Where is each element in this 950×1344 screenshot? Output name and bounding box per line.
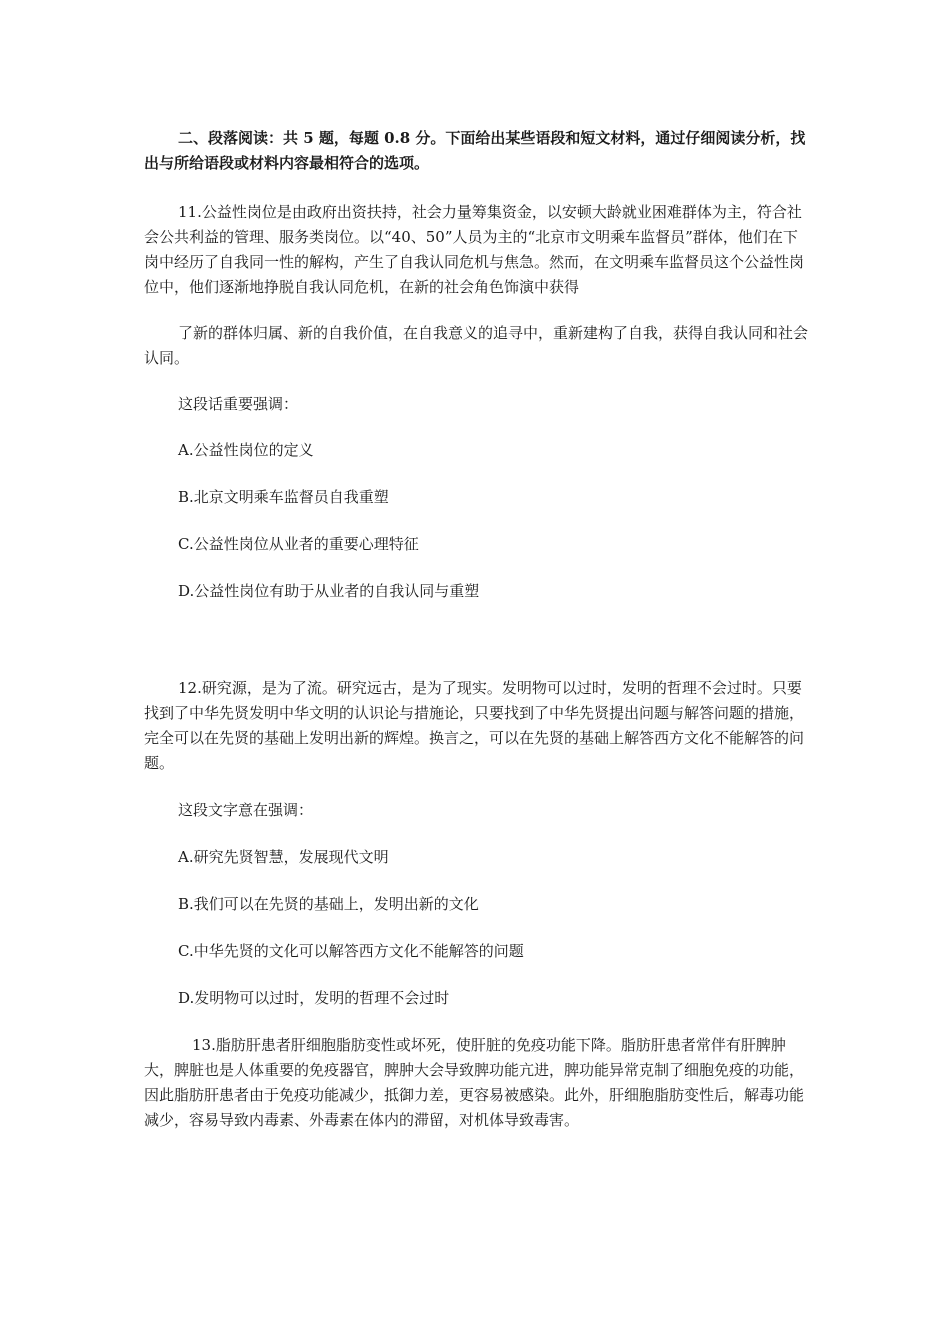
question-12-option-d: D.发明物可以过时，发明的哲理不会过时 <box>178 989 450 1007</box>
question-12-stem: 12.研究源，是为了流。研究远古，是为了现实。发明物可以过时，发明的哲理不会过时。只要找到了中华先贤发明中华文明的认识论与措施论，只要找到了中华先贤提出问题与解答问题的措施，完全可以在先贤的基础上发明出新的辉煌。换言之，可以在先贤的基础上解答西方文化不能解答的问题。 <box>144 679 805 772</box>
question-13 <box>144 1033 812 1133</box>
question-12-prompt: 这段文字意在强调： <box>178 801 314 819</box>
question-11-stem-part2: 了新的群体归属、新的自我价值，在自我意义的追寻中，重新建构了自我，获得自我认同和社会认同。 <box>144 324 809 367</box>
document-page <box>144 126 812 1133</box>
question-11-stem-part1: 11.公益性岗位是由政府出资扶持，社会力量筹集资金，以安顿大龄就业困难群体为主，符合社会公共利益的管理、服务类岗位。以“40、50”人员为主的“北京市文明乘车监督员”群体，他们在下岗中经历了自我同一性的解构，产生了自我认同危机与焦急。然而，在文明乘车监督员这个公益性岗位中，他们逐渐地挣脱自我认同危机，在新的社会角色饰演中获得 <box>144 203 805 296</box>
question-12-option-c: C.中华先贤的文化可以解答西方文化不能解答的问题 <box>178 942 524 960</box>
question-13-stem: 13.脂肪肝患者肝细胞脂肪变性或坏死，使肝脏的免疫功能下降。脂肪肝患者常伴有肝脾肿大，脾脏也是人体重要的免疫器官，脾肿大会导致脾功能亢进，脾功能异常克制了细胞免疫的功能，因此脂肪肝患者由于免疫功能减少，抵御力差，更容易被感染。此外，肝细胞脂肪变性后，解毒功能减少，容易导致内毒素、外毒素在体内的滞留，对机体导致毒害。 <box>144 1036 805 1129</box>
section-heading: 二、段落阅读：共 5 题，每题 0.8 分。下面给出某些语段和短文材料，通过仔细阅读分析，找出与所给语段或材料内容最相符合的选项。 <box>144 129 806 172</box>
question-11-option-b: B.北京文明乘车监督员自我重塑 <box>178 488 389 506</box>
question-11-prompt: 这段话重要强调： <box>178 395 299 413</box>
question-12-option-a: A.研究先贤智慧，发展现代文明 <box>178 848 389 866</box>
question-12-option-b: B.我们可以在先贤的基础上，发明出新的文化 <box>178 895 479 913</box>
question-11 <box>144 200 812 604</box>
question-11-option-d: D.公益性岗位有助于从业者的自我认同与重塑 <box>178 582 480 600</box>
question-11-option-c: C.公益性岗位从业者的重要心理特征 <box>178 535 419 553</box>
question-12 <box>144 676 812 1011</box>
question-11-option-a: A.公益性岗位的定义 <box>178 441 314 459</box>
